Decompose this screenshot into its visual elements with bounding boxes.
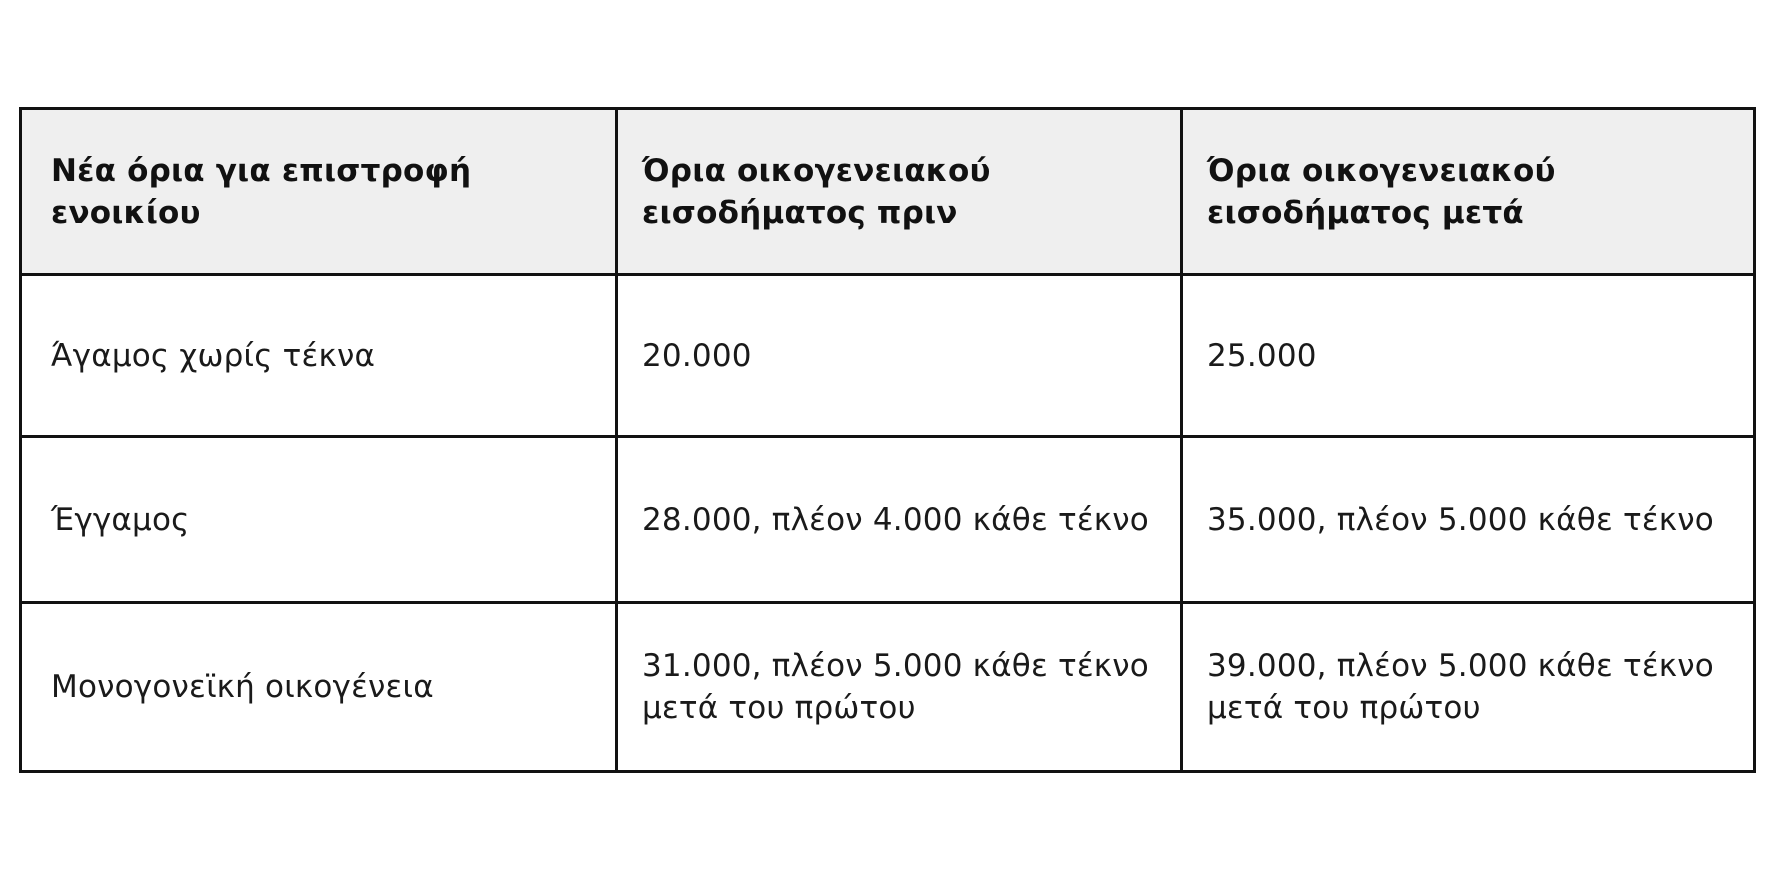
row-limit-before: 20.000 [617,275,1182,437]
table-row [21,437,1755,603]
row-category: Άγαμος χωρίς τέκνα [21,275,617,437]
row-limit-after: 35.000, πλέον 5.000 κάθε τέκνο [1182,437,1755,603]
row-category: Μονογονεϊκή οικογένεια [21,603,617,772]
table-row [21,603,1755,772]
header-limits-after: Όρια οικογενειακού εισοδήματος μετά [1182,109,1755,275]
row-limit-after: 25.000 [1182,275,1755,437]
header-limits-before: Όρια οικογενειακού εισοδήματος πριν [617,109,1182,275]
table-row [21,275,1755,437]
row-limit-before: 28.000, πλέον 4.000 κάθε τέκνο [617,437,1182,603]
income-limits-table-container [19,107,1753,773]
table-header-row [21,109,1755,275]
row-limit-before: 31.000, πλέον 5.000 κάθε τέκνο μετά του πρώτου [617,603,1182,772]
income-limits-table [19,107,1756,773]
header-category: Νέα όρια για επιστροφή ενοικίου [21,109,617,275]
row-limit-after: 39.000, πλέον 5.000 κάθε τέκνο μετά του πρώτου [1182,603,1755,772]
row-category: Έγγαμος [21,437,617,603]
